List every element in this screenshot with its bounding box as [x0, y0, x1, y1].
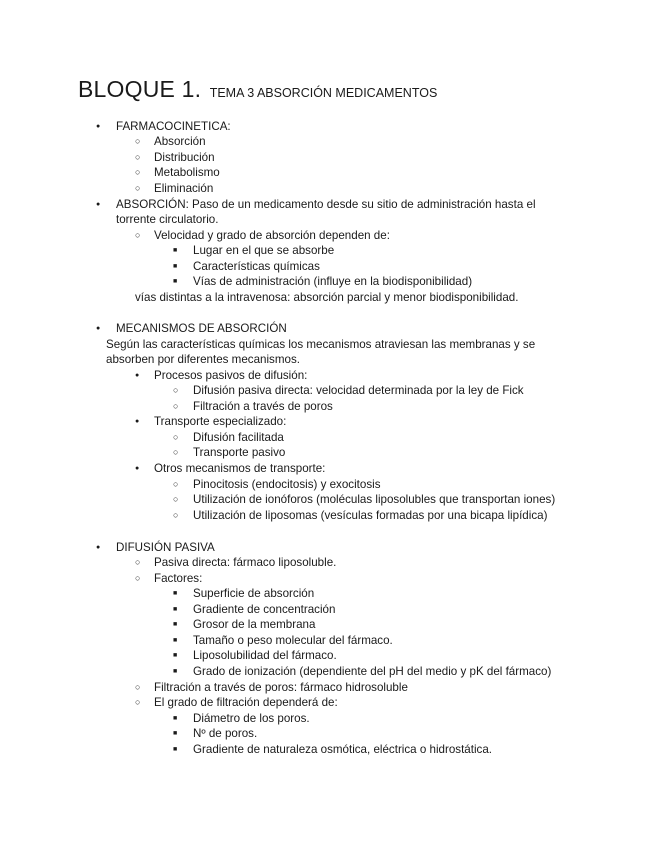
square-bullet-icon [173, 586, 177, 602]
list-item: Gradiente de naturaleza osmótica, eléctrica o hidrostática. [193, 743, 493, 756]
list-item: Difusión facilitada [193, 431, 284, 444]
list-item: Velocidad y grado de absorción dependen de: [154, 229, 390, 242]
square-bullet-icon [173, 726, 177, 742]
bullet-icon [96, 119, 100, 135]
list-item: Lugar en el que se absorbe [193, 244, 335, 257]
list-item: Metabolismo [154, 166, 220, 179]
circle-bullet-icon [135, 571, 140, 586]
circle-bullet-icon [173, 492, 178, 507]
circle-bullet-icon [173, 383, 178, 398]
circle-bullet-icon [135, 680, 140, 695]
circle-bullet-icon [135, 165, 140, 180]
list-item: Utilización de ionóforos (moléculas liposolubles que transportan iones) [193, 493, 556, 506]
paragraph-line: ABSORCIÓN: Paso de un medicamento desde su sitio de administración hasta el [116, 198, 536, 211]
list-item: Vías de administración (influye en la biodisponibilidad) [193, 275, 473, 288]
list-item: Utilización de liposomas (vesículas formadas por una bicapa lipídica) [193, 509, 548, 522]
list-item: Diámetro de los poros. [193, 712, 310, 725]
circle-bullet-icon [135, 181, 140, 196]
square-bullet-icon [173, 664, 177, 680]
list-item: Nº de poros. [193, 727, 258, 740]
bullet-icon [96, 540, 100, 556]
paragraph-line: Según las características químicas los mecanismos atraviesan las membranas y se [106, 338, 536, 351]
circle-bullet-icon [173, 399, 178, 414]
bullet-icon [96, 321, 100, 337]
list-item: Pasiva directa: fármaco liposoluble. [154, 556, 337, 569]
list-item: Transporte especializado: [154, 415, 287, 428]
list-item: Pinocitosis (endocitosis) y exocitosis [193, 478, 381, 491]
circle-bullet-icon [135, 134, 140, 149]
list-item: Transporte pasivo [193, 446, 286, 459]
bullet-icon [135, 461, 139, 477]
note-line: vías distintas a la intravenosa: absorción parcial y menor biodisponibilidad. [135, 291, 519, 304]
list-item: El grado de filtración dependerá de: [154, 696, 338, 709]
circle-bullet-icon [135, 695, 140, 710]
paragraph-line: absorben por diferentes mecanismos. [106, 353, 300, 366]
list-item: Filtración a través de poros: fármaco hidrosoluble [154, 681, 408, 694]
square-bullet-icon [173, 617, 177, 633]
circle-bullet-icon [135, 228, 140, 243]
square-bullet-icon [173, 648, 177, 664]
title-sub: TEMA 3 ABSORCIÓN MEDICAMENTOS [209, 86, 438, 100]
circle-bullet-icon [173, 508, 178, 523]
list-item: Otros mecanismos de transporte: [154, 462, 326, 475]
list-item: Liposolubilidad del fármaco. [193, 649, 337, 662]
list-item: Características químicas [193, 260, 320, 273]
page-title [78, 76, 437, 103]
circle-bullet-icon [135, 555, 140, 570]
section-heading: MECANISMOS DE ABSORCIÓN [116, 322, 287, 335]
circle-bullet-icon [135, 150, 140, 165]
square-bullet-icon [173, 274, 177, 290]
list-item: Distribución [154, 151, 215, 164]
list-item: Absorción [154, 135, 206, 148]
section-heading: FARMACOCINETICA: [116, 120, 231, 133]
bullet-icon [96, 197, 100, 213]
list-item: Grosor de la membrana [193, 618, 316, 631]
square-bullet-icon [173, 602, 177, 618]
square-bullet-icon [173, 243, 177, 259]
list-item: Factores: [154, 572, 203, 585]
list-item: Procesos pasivos de difusión: [154, 369, 308, 382]
title-main: BLOQUE 1. [78, 76, 202, 102]
circle-bullet-icon [173, 430, 178, 445]
section-heading: DIFUSIÓN PASIVA [116, 541, 215, 554]
list-item: Difusión pasiva directa: velocidad determinada por la ley de Fick [193, 384, 524, 397]
bullet-icon [135, 414, 139, 430]
list-item: Gradiente de concentración [193, 603, 336, 616]
list-item: Tamaño o peso molecular del fármaco. [193, 634, 393, 647]
list-item: Superficie de absorción [193, 587, 315, 600]
list-item: Eliminación [154, 182, 214, 195]
square-bullet-icon [173, 742, 177, 758]
paragraph-line: torrente circulatorio. [116, 213, 219, 226]
list-item: Filtración a través de poros [193, 400, 333, 413]
circle-bullet-icon [173, 445, 178, 460]
square-bullet-icon [173, 633, 177, 649]
list-item: Grado de ionización (dependiente del pH del medio y pK del fármaco) [193, 665, 552, 678]
bullet-icon [135, 368, 139, 384]
square-bullet-icon [173, 711, 177, 727]
square-bullet-icon [173, 259, 177, 275]
circle-bullet-icon [173, 477, 178, 492]
